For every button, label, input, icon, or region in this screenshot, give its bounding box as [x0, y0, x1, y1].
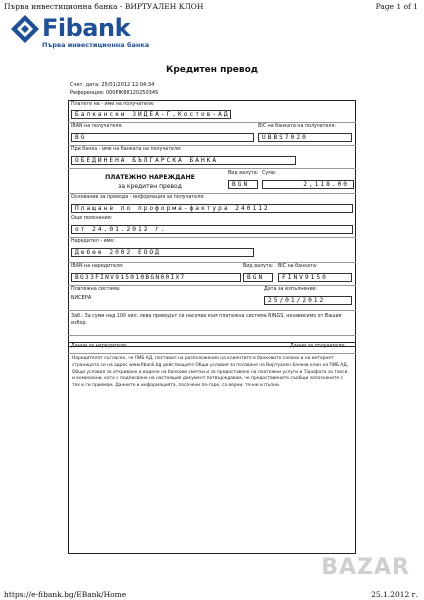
watermark: BAZAR — [321, 555, 410, 580]
payer-label: Наредител - име: — [71, 239, 115, 244]
payment-order-subtitle: за кредитен превод — [118, 183, 182, 190]
payer-iban-label: IBAN на наредителя: — [71, 264, 124, 269]
divider — [68, 310, 356, 311]
payer-data-label: Данни за наредителя: — [71, 344, 128, 349]
details-field: от 24.01.2012 г. — [71, 225, 353, 234]
divider — [68, 237, 356, 238]
payer-bic-label: BIC на банката: — [278, 264, 318, 269]
disclaimer-text: Наредителят съгласен, че ПИБ АД, поставил на разположение на клиентите в банковите салони и на интернет страницата си на адрес www.fibank.bg действащите Общи условия за ползване на Виртуален банков клон на ПИБ АД, Общи условия за откриване и водене на банкови сметки и за предоставяне на платежни услуги и Тарифата за такси и комисиони, като с подписване на настоящия документ потвърждавам, че предоставените съобщи запознаните с тях и ги приемам. Данните и информацията, посочени по-горе, са верни, точни и пълни. — [72, 356, 349, 389]
payee-field: Балкански ЗИДЕА-Г.Костов-АД — [71, 110, 231, 119]
note: Заб.: За суми над 100 хил. лева преводът се насочва към платежна система RINGS, независимо от Вашия избор. — [71, 314, 342, 326]
bic-label: BIC на банката на получателя: — [258, 124, 336, 129]
divider — [68, 262, 356, 263]
divider — [68, 193, 356, 194]
amount-label: Сума: — [262, 171, 277, 176]
submit-date-label: Дата за изпълнение: — [264, 287, 318, 292]
account-date: Счет. дата: 25/01/2012 12:04:34 — [70, 82, 155, 88]
payer-iban-field: BG33FINV915010BGN00IX7 — [71, 273, 241, 282]
payer-currency-label: Вид валута: — [243, 264, 274, 269]
submit-date-field: 25/01/2012 — [264, 296, 352, 305]
bank-label: При банка - име на банката на получателя: — [71, 147, 182, 152]
payment-system-label: Платежна система: — [71, 287, 121, 292]
divider — [68, 285, 356, 286]
fibank-logo-icon — [10, 14, 40, 44]
payee-label: Платете на - име на получателя: — [71, 102, 155, 107]
payer-bic-field: FINV9150 — [278, 273, 352, 282]
divider — [68, 335, 356, 336]
bank-field: ОБЕДИНЕНА БЪЛГАРСКА БАНКА — [71, 156, 296, 165]
divider — [68, 145, 356, 146]
bic-field: UBBS7020 — [258, 133, 352, 142]
document-title: Кредитен превод — [165, 65, 259, 75]
reference: Референция: 000PIK8812025034S — [70, 90, 159, 96]
iban-label: IBAN на получателя: — [71, 124, 123, 129]
reason-label: Основание за превода - информация за получателя: — [71, 195, 205, 200]
browser-header-title: Първа инвестиционна банка - ВИРТУАЛЕН КЛОН — [4, 2, 204, 11]
divider — [68, 353, 356, 354]
currency-field: BGN — [228, 180, 258, 189]
payment-order-title: ПЛАТЕЖНО НАРЕЖДАНЕ — [105, 174, 195, 181]
divider — [68, 122, 356, 123]
details-label: Още пояснения: — [71, 216, 113, 221]
payer-currency-field: BGN — [243, 273, 273, 282]
brand-name: Fibank — [42, 14, 131, 42]
currency-label: Вид валута: — [228, 171, 259, 176]
reason-field: Плащане по проформа-фактура 240112 — [71, 204, 353, 213]
divider — [68, 168, 356, 169]
page-counter: Page 1 of 1 — [375, 2, 418, 11]
payment-system-value: БИСЕРА — [71, 295, 92, 301]
footer-url: https://e-fibank.bg/EBank/Home — [4, 590, 127, 599]
amount-field: 2,118.00 — [262, 180, 354, 189]
payer-field: Дебее 2002 ЕООД — [71, 248, 254, 257]
receiver-data-label: Данни за получателя: — [290, 344, 346, 349]
brand-tagline: Първа инвестиционна банка — [42, 41, 150, 49]
footer-date: 25.1.2012 г. — [371, 590, 418, 599]
iban-field: BG — [71, 133, 254, 142]
